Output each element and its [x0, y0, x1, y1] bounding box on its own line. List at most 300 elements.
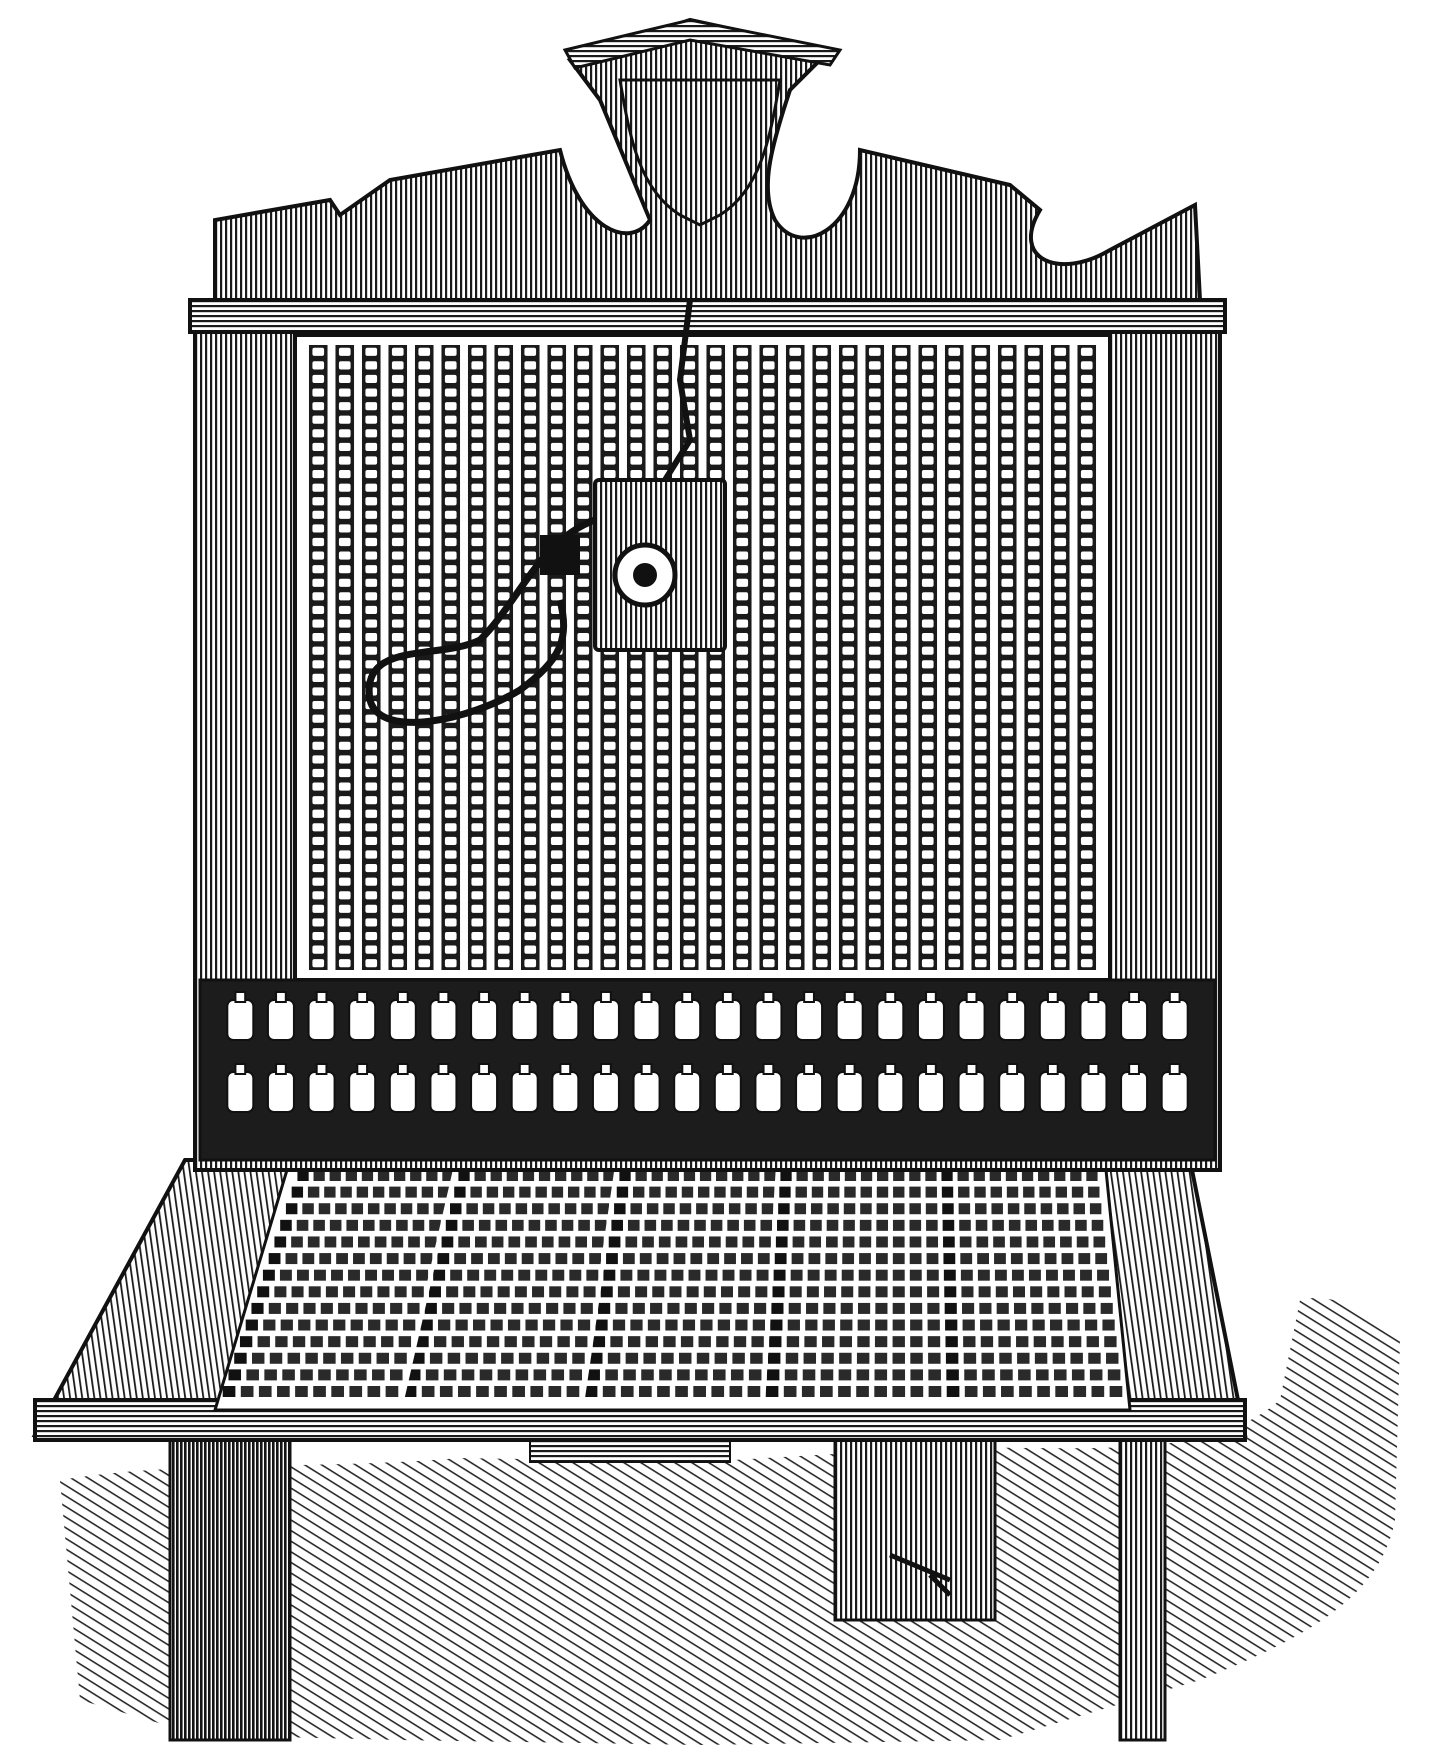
jack	[339, 878, 351, 886]
jack	[1028, 783, 1040, 791]
shelf-key	[308, 1236, 320, 1247]
jack	[816, 932, 828, 940]
shelf-key	[731, 1187, 742, 1198]
jack	[418, 511, 430, 519]
jack	[551, 524, 563, 532]
jack	[869, 701, 881, 709]
jack	[1081, 864, 1093, 872]
jack	[683, 946, 695, 954]
jack	[895, 783, 907, 791]
jack	[657, 429, 669, 437]
shelf-key	[525, 1236, 537, 1247]
jack	[498, 850, 510, 858]
shelf-key	[286, 1253, 298, 1264]
jack	[710, 769, 722, 777]
shelf-key	[821, 1353, 833, 1364]
jack	[498, 416, 510, 424]
jack	[1028, 524, 1040, 532]
jack	[471, 579, 483, 587]
jack	[1028, 742, 1040, 750]
jack	[895, 796, 907, 804]
shelf-key	[657, 1253, 669, 1264]
jack	[551, 837, 563, 845]
shelf-key	[1019, 1386, 1032, 1397]
jack	[577, 402, 589, 410]
shelf-key	[645, 1220, 657, 1231]
shelf-key	[964, 1353, 976, 1364]
jack	[392, 796, 404, 804]
jack	[1028, 715, 1040, 723]
jack	[577, 674, 589, 682]
shelf-key	[557, 1336, 569, 1347]
jack	[657, 905, 669, 913]
jack	[392, 769, 404, 777]
shelf-key	[719, 1303, 731, 1314]
shelf-key	[1095, 1253, 1107, 1264]
shelf-key	[476, 1386, 489, 1397]
jack	[948, 715, 960, 723]
jack	[736, 429, 748, 437]
jack	[948, 783, 960, 791]
jack	[869, 484, 881, 492]
shelf-key	[565, 1203, 576, 1214]
shelf-key	[282, 1369, 295, 1380]
jack	[312, 524, 324, 532]
shelf-key	[1087, 1336, 1099, 1347]
jack	[657, 864, 669, 872]
jack	[922, 429, 934, 437]
jack	[418, 524, 430, 532]
jack	[657, 443, 669, 451]
shelf-key	[1065, 1286, 1077, 1297]
jack	[842, 742, 854, 750]
shelf-key	[532, 1286, 544, 1297]
jack	[895, 497, 907, 505]
shelf-key	[732, 1353, 744, 1364]
shelf-key	[572, 1353, 584, 1364]
shelf-key	[794, 1220, 806, 1231]
jack	[842, 443, 854, 451]
jack	[577, 932, 589, 940]
shelf-key	[357, 1187, 368, 1198]
shelf-key	[665, 1320, 677, 1331]
jack	[471, 402, 483, 410]
jack	[948, 959, 960, 967]
jack	[551, 769, 563, 777]
jack	[975, 456, 987, 464]
shelf-key	[729, 1203, 740, 1214]
shelf-key	[605, 1369, 618, 1380]
jack	[816, 470, 828, 478]
jack	[630, 905, 642, 913]
jack	[551, 484, 563, 492]
shelf-key	[676, 1236, 688, 1247]
shelf-key	[572, 1253, 584, 1264]
jack	[1054, 416, 1066, 424]
jack	[551, 959, 563, 967]
jack	[1081, 715, 1093, 723]
jack	[842, 959, 854, 967]
jack	[498, 905, 510, 913]
jack	[683, 728, 695, 736]
jack	[604, 456, 616, 464]
jack	[339, 470, 351, 478]
jack	[365, 633, 377, 641]
jack	[789, 769, 801, 777]
jack	[1001, 742, 1013, 750]
jack-column	[1024, 345, 1043, 970]
jack	[869, 443, 881, 451]
jack	[683, 470, 695, 478]
shelf-key	[598, 1203, 609, 1214]
jack	[789, 429, 801, 437]
jack	[922, 715, 934, 723]
jack	[975, 918, 987, 926]
jack-column	[415, 345, 434, 970]
jack	[1001, 552, 1013, 560]
jack	[498, 552, 510, 560]
shelf-key	[336, 1253, 348, 1264]
jack	[789, 701, 801, 709]
jack	[1054, 633, 1066, 641]
jack	[392, 497, 404, 505]
jack	[551, 592, 563, 600]
jack	[763, 606, 775, 614]
shelf-key	[407, 1303, 419, 1314]
jack	[445, 416, 457, 424]
jack	[842, 783, 854, 791]
jack	[630, 918, 642, 926]
shelf-key	[893, 1253, 905, 1264]
jack	[1054, 388, 1066, 396]
jack	[922, 932, 934, 940]
jack	[418, 484, 430, 492]
shelf-key	[568, 1187, 579, 1198]
jack	[948, 918, 960, 926]
shelf-key	[994, 1253, 1006, 1264]
shelf-key	[343, 1286, 355, 1297]
jack	[498, 823, 510, 831]
shelf-key	[433, 1270, 445, 1281]
shelf-key	[1015, 1320, 1027, 1331]
jack	[1054, 538, 1066, 546]
jack	[604, 402, 616, 410]
jack	[312, 647, 324, 655]
jack	[524, 905, 536, 913]
shelf-key	[437, 1253, 449, 1264]
shelf-key	[633, 1187, 644, 1198]
jack	[365, 715, 377, 723]
shelf-key	[1034, 1336, 1046, 1347]
jack	[948, 497, 960, 505]
jack	[895, 878, 907, 886]
jack	[657, 348, 669, 356]
jack	[736, 592, 748, 600]
jack	[1028, 484, 1040, 492]
shelf-key	[840, 1336, 852, 1347]
shelf-key	[277, 1386, 290, 1397]
jack	[1001, 878, 1013, 886]
jack	[842, 619, 854, 627]
shelf-key	[584, 1187, 595, 1198]
jack	[392, 592, 404, 600]
jack	[524, 619, 536, 627]
shelf-key	[776, 1236, 788, 1247]
jack	[948, 348, 960, 356]
jack	[1001, 715, 1013, 723]
jack	[312, 497, 324, 505]
shelf-key	[529, 1220, 541, 1231]
jack	[1028, 511, 1040, 519]
jack	[1081, 524, 1093, 532]
jack	[975, 837, 987, 845]
jack	[365, 470, 377, 478]
jack	[842, 402, 854, 410]
jack	[789, 715, 801, 723]
jack	[551, 348, 563, 356]
jack	[577, 796, 589, 804]
shelf-key	[1025, 1220, 1037, 1231]
jack	[604, 755, 616, 763]
shelf-key	[839, 1369, 852, 1380]
shelf-key	[839, 1353, 851, 1364]
shelf-key	[494, 1303, 506, 1314]
jack	[604, 946, 616, 954]
shelf-key	[825, 1253, 837, 1264]
shelf-key	[663, 1203, 674, 1214]
jack	[895, 701, 907, 709]
jack	[604, 905, 616, 913]
jack	[312, 850, 324, 858]
jack	[895, 891, 907, 899]
shelf-key	[960, 1253, 972, 1264]
jack	[657, 728, 669, 736]
jack	[710, 715, 722, 723]
jack	[1001, 606, 1013, 614]
shelf-key	[348, 1270, 360, 1281]
shelf-key	[609, 1236, 621, 1247]
shelf-key	[821, 1369, 834, 1380]
jack	[1001, 348, 1013, 356]
shelf-key	[368, 1203, 379, 1214]
shelf-key	[450, 1270, 462, 1281]
jack	[975, 660, 987, 668]
jack	[418, 633, 430, 641]
jack	[842, 891, 854, 899]
jack	[312, 660, 324, 668]
jack	[922, 552, 934, 560]
jack	[975, 592, 987, 600]
jack	[445, 348, 457, 356]
jack	[895, 959, 907, 967]
shelf-key	[501, 1270, 513, 1281]
shelf-key	[429, 1286, 441, 1297]
jack	[1001, 416, 1013, 424]
jack	[763, 850, 775, 858]
jack	[392, 959, 404, 967]
jack	[551, 728, 563, 736]
jack	[922, 348, 934, 356]
jack	[816, 511, 828, 519]
jack	[418, 538, 430, 546]
jack	[339, 388, 351, 396]
jack	[710, 878, 722, 886]
jack	[365, 429, 377, 437]
jack	[869, 946, 881, 954]
shelf-key	[314, 1270, 326, 1281]
shelf-key	[581, 1303, 593, 1314]
jack	[683, 701, 695, 709]
jack	[1054, 905, 1066, 913]
shelf-key	[1088, 1353, 1100, 1364]
jack	[630, 864, 642, 872]
jack	[789, 810, 801, 818]
shelf-key	[964, 1369, 977, 1380]
jack	[498, 810, 510, 818]
jack	[710, 402, 722, 410]
jack	[312, 687, 324, 695]
shelf-key	[1072, 1369, 1085, 1380]
shelf-key	[699, 1336, 711, 1347]
jack	[975, 742, 987, 750]
jack	[524, 538, 536, 546]
shelf-key	[454, 1187, 465, 1198]
jack	[816, 891, 828, 899]
shelf-key	[286, 1203, 297, 1214]
jack	[312, 592, 324, 600]
shelf-key	[328, 1336, 340, 1347]
shelf-key	[258, 1336, 270, 1347]
jack	[577, 728, 589, 736]
jack	[365, 443, 377, 451]
jack	[392, 606, 404, 614]
jack	[1001, 864, 1013, 872]
jack	[630, 878, 642, 886]
jack	[842, 348, 854, 356]
jack	[365, 348, 377, 356]
shelf-key	[755, 1286, 767, 1297]
jack	[736, 375, 748, 383]
jack	[816, 456, 828, 464]
shelf-key	[726, 1236, 738, 1247]
jack	[683, 850, 695, 858]
cabinet-drawer	[835, 1440, 995, 1620]
jack	[710, 918, 722, 926]
shelf-key	[288, 1353, 300, 1364]
shelf-key	[659, 1236, 671, 1247]
jack	[524, 375, 536, 383]
jack-column	[706, 345, 725, 970]
jack	[445, 783, 457, 791]
shelf-key	[792, 1253, 804, 1264]
shelf-key	[373, 1187, 384, 1198]
jack	[842, 361, 854, 369]
jack	[842, 552, 854, 560]
shelf-key	[511, 1303, 523, 1314]
shelf-key	[804, 1336, 816, 1347]
jack	[418, 443, 430, 451]
jack	[816, 864, 828, 872]
shelf-key	[535, 1187, 546, 1198]
jack	[1081, 878, 1093, 886]
jack	[1028, 579, 1040, 587]
shelf-key	[791, 1270, 803, 1281]
jack	[392, 783, 404, 791]
jack	[365, 918, 377, 926]
shelf-key	[309, 1286, 321, 1297]
shelf-key	[263, 1270, 275, 1281]
shelf-key	[1051, 1336, 1063, 1347]
shelf-key	[458, 1236, 470, 1247]
shelf-key	[380, 1220, 392, 1231]
shelf-key	[264, 1369, 277, 1380]
jack	[339, 769, 351, 777]
jack	[869, 619, 881, 627]
shelf-key	[707, 1253, 719, 1264]
jack	[842, 837, 854, 845]
jack	[524, 715, 536, 723]
jack	[763, 484, 775, 492]
jack	[922, 416, 934, 424]
jack	[471, 416, 483, 424]
jack	[365, 388, 377, 396]
jack	[339, 402, 351, 410]
shelf-key	[560, 1320, 572, 1331]
jack	[869, 823, 881, 831]
jack	[736, 918, 748, 926]
shelf-key	[859, 1236, 871, 1247]
jack	[683, 837, 695, 845]
jack	[1081, 497, 1093, 505]
shelf-key	[487, 1187, 498, 1198]
jack-column	[600, 345, 619, 970]
shelf-key	[522, 1253, 534, 1264]
shelf-key	[394, 1353, 406, 1364]
jack	[577, 918, 589, 926]
jack	[339, 429, 351, 437]
jack	[683, 660, 695, 668]
jack	[630, 715, 642, 723]
shelf-key	[910, 1320, 922, 1331]
jack	[922, 728, 934, 736]
jack	[524, 728, 536, 736]
jack	[524, 361, 536, 369]
shelf-key	[877, 1203, 888, 1214]
shelf-key	[578, 1220, 590, 1231]
jack	[604, 660, 616, 668]
shelf-key	[876, 1220, 888, 1231]
shelf-key	[714, 1187, 725, 1198]
jack	[948, 755, 960, 763]
jack	[657, 918, 669, 926]
shelf-key	[928, 1369, 941, 1380]
jack	[922, 701, 934, 709]
jack	[524, 633, 536, 641]
jack	[736, 443, 748, 451]
shelf-key	[549, 1386, 562, 1397]
jack	[365, 647, 377, 655]
jack	[551, 946, 563, 954]
jack	[312, 864, 324, 872]
jack	[789, 783, 801, 791]
jack	[630, 769, 642, 777]
jack	[1028, 416, 1040, 424]
jack	[445, 959, 457, 967]
shelf-key	[1078, 1253, 1090, 1264]
jack	[524, 402, 536, 410]
jack	[524, 348, 536, 356]
jack	[657, 361, 669, 369]
